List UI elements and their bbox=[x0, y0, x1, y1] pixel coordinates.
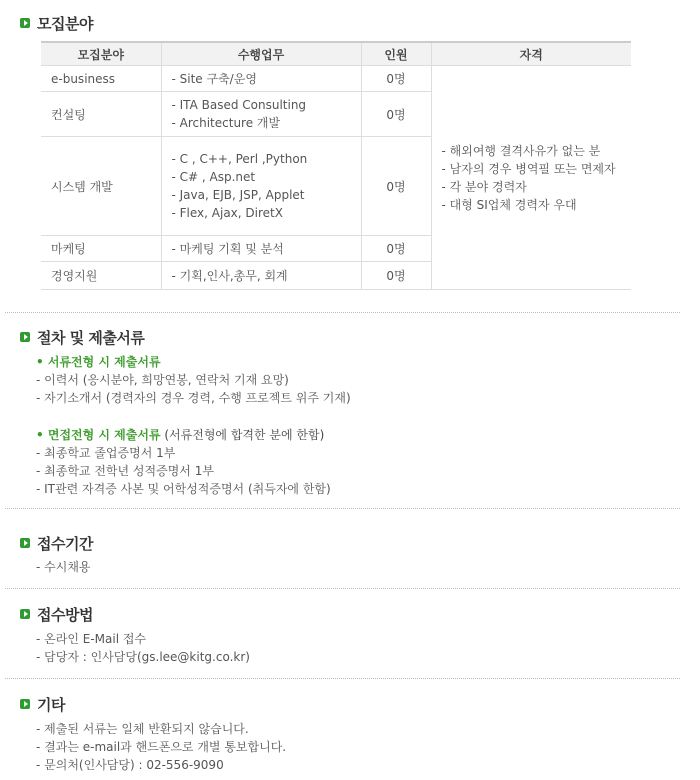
interview-title: • 면접전형 시 제출서류 bbox=[36, 428, 161, 442]
etc-section-header bbox=[20, 695, 65, 713]
field-cell: e-business bbox=[41, 66, 161, 92]
duty-cell bbox=[161, 66, 361, 92]
count-cell: 0명 bbox=[361, 236, 431, 262]
table-row bbox=[41, 66, 631, 92]
doc-screen-title: • 서류전형 시 제출서류 bbox=[36, 355, 161, 369]
list-item: - 자기소개서 (경력자의 경우 경력, 수행 프로젝트 위주 기재) bbox=[36, 391, 351, 405]
list-item: - 문의처(인사담당) : 02-556-9090 bbox=[36, 758, 224, 772]
field-cell: 경영지원 bbox=[41, 262, 161, 290]
interview-note: (서류전형에 합격한 분에 한함) bbox=[160, 428, 325, 442]
list-item: - IT관련 자격증 사본 및 어학성적증명서 (취득자에 한함) bbox=[36, 482, 331, 496]
column-header: 수행업무 bbox=[161, 42, 361, 66]
section-divider bbox=[5, 508, 680, 509]
duty-cell bbox=[161, 236, 361, 262]
recruit-table bbox=[41, 41, 631, 290]
section-divider bbox=[5, 678, 680, 679]
duty-line: - Flex, Ajax, DiretX bbox=[171, 206, 283, 220]
field-cell: 컨설팅 bbox=[41, 92, 161, 137]
list-item: - 담당자 : 인사담당(gs.lee@kitg.co.kr) bbox=[36, 650, 250, 664]
interview-title-line bbox=[36, 426, 324, 443]
qualification-line: - 남자의 경우 병역필 또는 면제자 bbox=[441, 161, 616, 176]
column-header: 인원 bbox=[361, 42, 431, 66]
section-divider bbox=[5, 312, 680, 313]
section-title: 모집분야 bbox=[37, 14, 93, 33]
count-cell: 0명 bbox=[361, 137, 431, 236]
duty-cell bbox=[161, 92, 361, 137]
duty-line: - ITA Based Consulting bbox=[171, 98, 307, 112]
duty-line: - 기획,인사,총무, 회계 bbox=[171, 268, 288, 283]
duty-line: - C# , Asp.net bbox=[171, 170, 256, 184]
section-bullet-icon bbox=[20, 609, 30, 619]
duty-cell bbox=[161, 262, 361, 290]
list-item: - 최종학교 졸업증명서 1부 bbox=[36, 446, 176, 460]
duty-line: - Architecture 개발 bbox=[171, 116, 281, 130]
field-cell: 시스템 개발 bbox=[41, 137, 161, 236]
period-section-header bbox=[20, 534, 93, 552]
duty-line: - Site 구축/운영 bbox=[171, 71, 257, 86]
section-bullet-icon bbox=[20, 699, 30, 709]
field-cell: 마케팅 bbox=[41, 236, 161, 262]
list-item: - 수시채용 bbox=[36, 560, 91, 574]
section-divider bbox=[5, 588, 680, 589]
qualification-cell bbox=[431, 66, 631, 290]
column-header: 모집분야 bbox=[41, 42, 161, 66]
section-title: 기타 bbox=[37, 695, 65, 714]
procedure-section-header bbox=[20, 328, 144, 346]
duty-line: - 마케팅 기획 및 분석 bbox=[171, 241, 284, 256]
section-title: 절차 및 제출서류 bbox=[37, 328, 145, 347]
recruit-section-header bbox=[20, 14, 93, 32]
method-section-header bbox=[20, 605, 93, 623]
qualification-line: - 각 분야 경력자 bbox=[441, 179, 527, 194]
section-bullet-icon bbox=[20, 538, 30, 548]
column-header: 자격 bbox=[431, 42, 631, 66]
table-header-row bbox=[41, 42, 631, 66]
list-item: - 이력서 (응시분야, 희망연봉, 연락처 기재 요망) bbox=[36, 373, 289, 387]
count-cell: 0명 bbox=[361, 66, 431, 92]
count-cell: 0명 bbox=[361, 262, 431, 290]
duty-line: - Java, EJB, JSP, Applet bbox=[171, 188, 305, 202]
list-item: - 제출된 서류는 일체 반환되지 않습니다. bbox=[36, 722, 249, 736]
list-item: - 최종학교 전학년 성적증명서 1부 bbox=[36, 464, 214, 478]
section-bullet-icon bbox=[20, 332, 30, 342]
section-title: 접수기간 bbox=[37, 534, 93, 553]
section-title: 접수방법 bbox=[37, 605, 93, 624]
list-item: - 온라인 E-Mail 접수 bbox=[36, 632, 147, 646]
duty-cell bbox=[161, 137, 361, 236]
section-bullet-icon bbox=[20, 18, 30, 28]
qualification-line: - 대형 SI업체 경력자 우대 bbox=[441, 197, 577, 212]
list-item: - 결과는 e-mail과 핸드폰으로 개별 통보합니다. bbox=[36, 740, 287, 754]
count-cell: 0명 bbox=[361, 92, 431, 137]
qualification-line: - 해외여행 결격사유가 없는 분 bbox=[441, 143, 601, 158]
duty-line: - C , C++, Perl ,Python bbox=[171, 152, 308, 166]
